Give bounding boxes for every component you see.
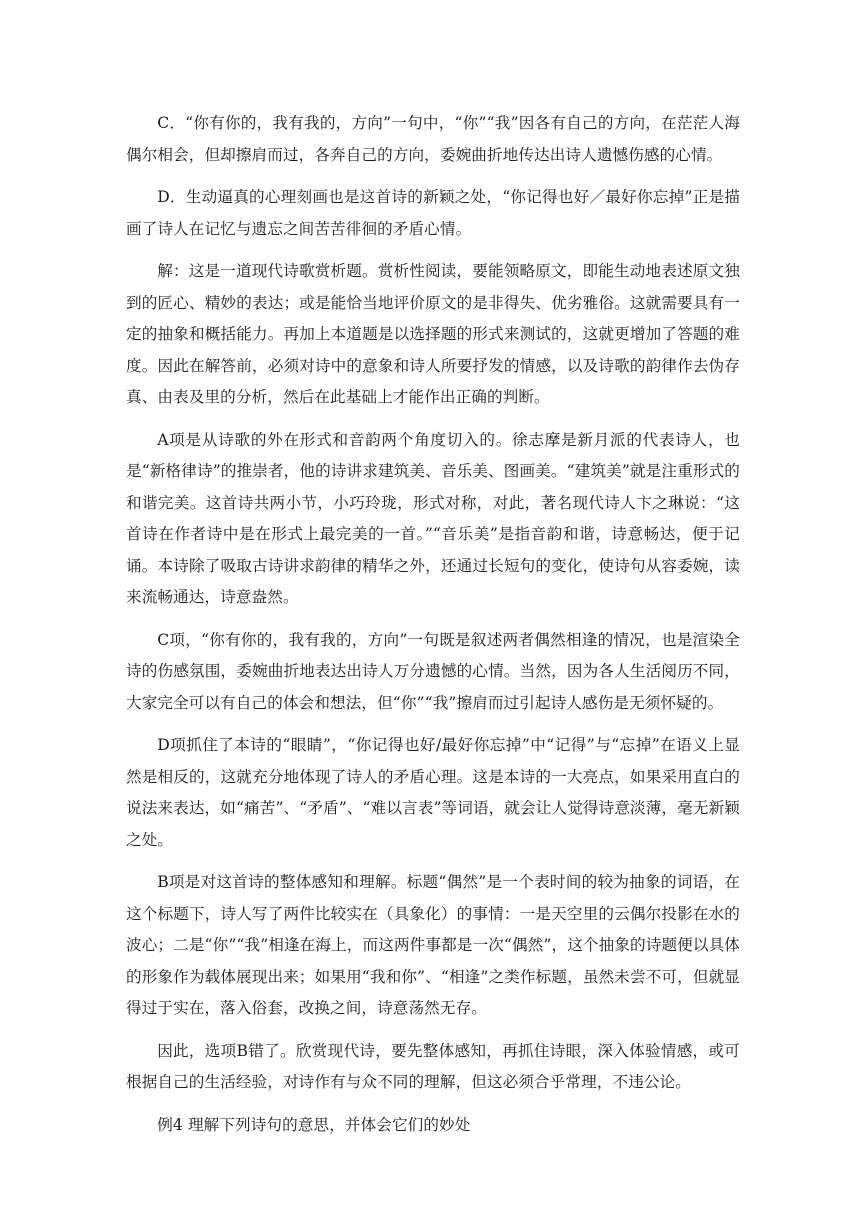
paragraph-option-c: C．“你有你的，我有我的，方向”一句中，“你”“我”因各有自己的方向，在茫茫人海偶尔相会，但却擦肩而过，各奔自己的方向，委婉曲折地传达出诗人遗憾伤感的心情。 bbox=[126, 114, 740, 164]
paragraph-analysis-d: D项抓住了本诗的“眼睛”，“你记得也好/最好你忘掉”中“记得”与“忘掉”在语义上显然是相反的，这就充分地体现了诗人的矛盾心理。这是本诗的一大亮点，如果采用直白的说法来表达，如“痛苦”、“矛盾”、“难以言表”等词语，就会让人觉得诗意淡薄，毫无新颖之处。 bbox=[126, 736, 740, 849]
paragraph-solution-intro: 解：这是一道现代诗歌赏析题。赏析性阅读，要能领略原文，即能生动地表述原文独到的匠心、精妙的表达；或是能恰当地评价原文的是非得失、优劣雅俗。这就需要具有一定的抽象和概括能力。再加上本道题是以选择题的形式来测试的，这就更增加了答题的难度。因此在解答前，必须对诗中的意象和诗人所要抒发的情感，以及诗歌的韵律作去伪存真、由表及里的分析，然后在此基础上才能作出正确的判断。 bbox=[126, 262, 740, 406]
paragraph-analysis-c: C项，“你有你的，我有我的，方向”一句既是叙述两者偶然相逢的情况，也是渲染全诗的伤感氛围，委婉曲折地表达出诗人万分遗憾的心情。当然，因为各人生活阅历不同，大家完全可以有自己的体会和想法，但“你”“我”擦肩而过引起诗人感伤是无须怀疑的。 bbox=[126, 630, 740, 712]
paragraph-option-d: D．生动逼真的心理刻画也是这首诗的新颖之处，“你记得也好／最好你忘掉”正是描画了诗人在记忆与遗忘之间苦苦徘徊的矛盾心情。 bbox=[126, 188, 740, 238]
paragraph-example-4: 例4 理解下列诗句的意思，并体会它们的妙处 bbox=[157, 1115, 471, 1134]
paragraph-analysis-a: A项是从诗歌的外在形式和音韵两个角度切入的。徐志摩是新月派的代表诗人，也是“新格律诗”的推崇者，他的诗讲求建筑美、音乐美、图画美。“建筑美”就是注重形式的和谐完美。这首诗共两小节，小巧玲珑，形式对称，对此，著名现代诗人卞之琳说：“这首诗在作者诗中是在形式上最完美的一首。”“音乐美”是指音韵和谐，诗意畅达，便于记诵。本诗除了吸取古诗讲求韵律的精华之外，还通过长短句的变化，使诗句从容委婉，读来流畅通达，诗意盎然。 bbox=[126, 430, 740, 606]
paragraph-conclusion: 因此，选项B错了。欣赏现代诗，要先整体感知，再抓住诗眼，深入体验情感，或可根据自己的生活经验，对诗作有与众不同的理解，但这必须合乎常理，不违公论。 bbox=[126, 1041, 740, 1091]
paragraph-analysis-b: B项是对这首诗的整体感知和理解。标题“偶然”是一个表时间的较为抽象的词语，在这个标题下，诗人写了两件比较实在（具象化）的事情：一是天空里的云偶尔投影在水的波心；二是“你”“我”相逢在海上，而这两件事都是一次“偶然”，这个抽象的诗题便以具体的形象作为载体展现出来；如果用“我和你”、“相逢”之类作标题，虽然未尝不可，但就显得过于实在，落入俗套，改换之间，诗意荡然无存。 bbox=[126, 873, 740, 1017]
